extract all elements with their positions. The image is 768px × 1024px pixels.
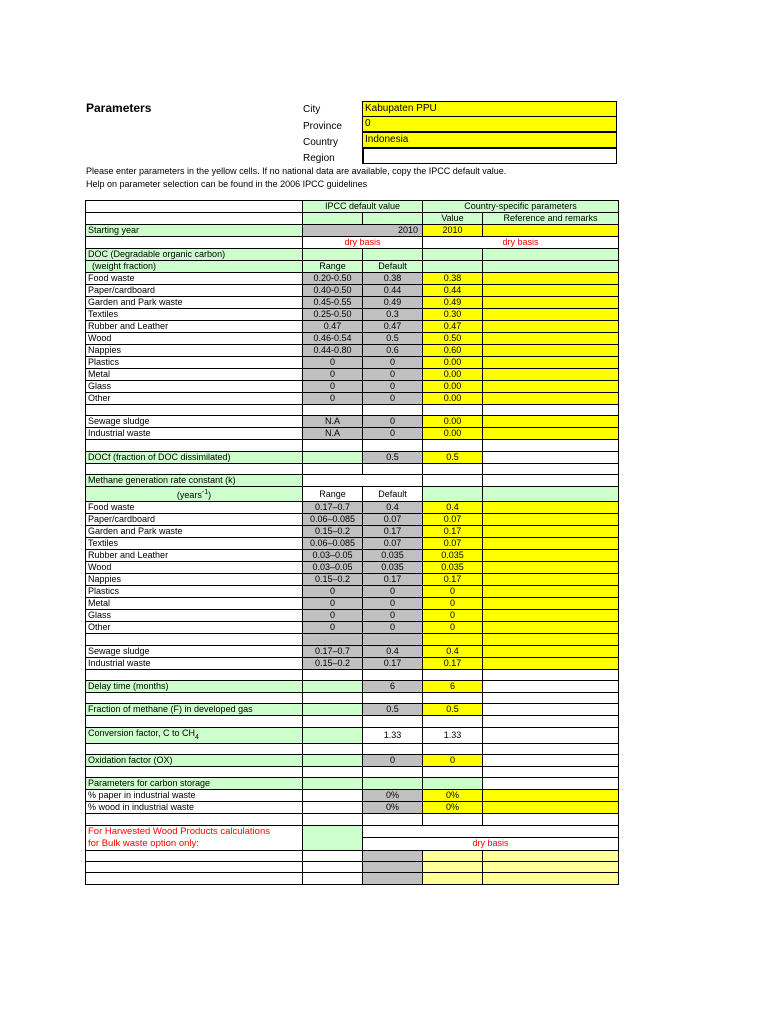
blank-cell <box>303 766 363 777</box>
blank-cell <box>363 814 423 825</box>
doc-item-name: Plastics <box>86 357 303 369</box>
hwp-note <box>86 825 303 850</box>
blank-cell <box>303 814 363 825</box>
k-item-reference[interactable] <box>483 586 619 598</box>
doc-item-value-input[interactable]: 0.50 <box>423 333 483 345</box>
blank-cell <box>423 249 483 261</box>
doc-item-value-input[interactable]: 0.00 <box>423 381 483 393</box>
doc-item-reference[interactable] <box>483 381 619 393</box>
k-item-reference[interactable] <box>483 562 619 574</box>
blank-cell <box>303 692 363 703</box>
k-item-default: 0.07 <box>363 538 423 550</box>
doc-item-range: 0.40-0.50 <box>303 285 363 297</box>
blank-cell <box>423 475 483 487</box>
k-item-reference[interactable] <box>483 502 619 514</box>
region-label: Region <box>303 153 335 164</box>
blank-cell <box>423 766 483 777</box>
conversion-factor-label <box>86 727 303 743</box>
fraction-methane-default: 0.5 <box>363 704 423 716</box>
blank-cell <box>483 669 619 680</box>
k-item-default: 0.035 <box>363 562 423 574</box>
doc-item-reference[interactable] <box>483 297 619 309</box>
blank-cell <box>303 475 423 487</box>
doc-item-value-input[interactable]: 0.47 <box>423 321 483 333</box>
doc-item-name: Garden and Park waste <box>86 297 303 309</box>
k-item-reference[interactable] <box>483 622 619 634</box>
doc-item-default: 0.47 <box>363 321 423 333</box>
k-item-value-input[interactable]: 0.17 <box>423 574 483 586</box>
blank-cell <box>423 716 483 727</box>
k-item-value-input[interactable]: 0 <box>423 598 483 610</box>
doc-sludge-item-value-input[interactable]: 0.00 <box>423 428 483 440</box>
blank-cell <box>483 766 619 777</box>
k-item-value-input[interactable]: 0.17 <box>423 526 483 538</box>
starting-year-label: Starting year <box>86 225 303 237</box>
blank-cell <box>86 814 303 825</box>
blank-cell <box>363 213 423 225</box>
blank-cell <box>303 778 363 790</box>
blank-cell <box>363 692 423 703</box>
weight-fraction-label: (weight fraction) <box>86 261 303 273</box>
k-item-default: 0.035 <box>363 550 423 562</box>
country-input[interactable]: Indonesia <box>362 132 617 148</box>
fraction-methane-input[interactable]: 0.5 <box>423 704 483 716</box>
oxidation-factor-label: Oxidation factor (OX) <box>86 754 303 766</box>
blank-cell <box>303 727 363 743</box>
doc-item-default: 0.44 <box>363 285 423 297</box>
k-item-default: 0.07 <box>363 514 423 526</box>
blank-cell <box>86 440 303 451</box>
k-item-value-input[interactable]: 0 <box>423 586 483 598</box>
k-item-reference[interactable] <box>483 538 619 550</box>
k-item-name: Glass <box>86 610 303 622</box>
doc-item-range: 0 <box>303 393 363 405</box>
doc-item-name: Wood <box>86 333 303 345</box>
doc-sludge-item-range: N.A <box>303 428 363 440</box>
hwp-reference-input[interactable] <box>483 850 619 861</box>
blank-cell <box>86 850 303 861</box>
k-item-value-input[interactable]: 0 <box>423 610 483 622</box>
k-item-value-input[interactable]: 0.07 <box>423 538 483 550</box>
blank-cell <box>303 669 363 680</box>
wood-industrial-label: % wood in industrial waste <box>86 802 303 814</box>
doc-item-reference[interactable] <box>483 333 619 345</box>
k-sludge-item-name: Sewage sludge <box>86 645 303 657</box>
blank-cell <box>303 680 363 692</box>
blank-cell <box>423 463 483 474</box>
doc-item-value-input[interactable]: 0.00 <box>423 369 483 381</box>
k-sludge-item-range: 0.15–0.2 <box>303 657 363 669</box>
k-item-range: 0 <box>303 598 363 610</box>
province-input[interactable]: 0 <box>362 116 617 132</box>
doc-item-default: 0.5 <box>363 333 423 345</box>
hwp-value-input[interactable] <box>423 873 483 884</box>
k-default-header: Default <box>363 487 423 502</box>
doc-item-range: 0.44-0.80 <box>303 345 363 357</box>
doc-item-default: 0 <box>363 381 423 393</box>
doc-sludge-item-name: Industrial waste <box>86 428 303 440</box>
doc-item-default: 0.38 <box>363 273 423 285</box>
blank-cell <box>303 743 363 754</box>
doc-item-name: Nappies <box>86 345 303 357</box>
conversion-factor-value: 1.33 <box>423 727 483 743</box>
default-header: Default <box>363 261 423 273</box>
doc-item-value-input[interactable]: 0.38 <box>423 273 483 285</box>
blank-cell <box>483 716 619 727</box>
city-label: City <box>303 104 321 115</box>
k-sludge-item-default: 0.4 <box>363 645 423 657</box>
blank-cell <box>363 634 423 645</box>
blank-cell <box>483 692 619 703</box>
hwp-default-cell <box>363 862 423 873</box>
blank-cell <box>483 261 619 273</box>
doc-item-default: 0 <box>363 369 423 381</box>
doc-item-name: Glass <box>86 381 303 393</box>
k-item-reference[interactable] <box>483 514 619 526</box>
blank-cell <box>303 213 363 225</box>
blank-cell <box>303 440 363 451</box>
doc-item-name: Metal <box>86 369 303 381</box>
k-item-reference[interactable] <box>483 574 619 586</box>
k-range-header: Range <box>303 487 363 502</box>
doc-item-value-input[interactable]: 0.00 <box>423 393 483 405</box>
blank-cell <box>423 669 483 680</box>
k-item-value-input[interactable]: 0.035 <box>423 550 483 562</box>
k-item-name: Food waste <box>86 502 303 514</box>
blank-cell <box>86 405 303 416</box>
k-heading: Methane generation rate constant (k) <box>86 475 303 487</box>
blank-cell <box>483 634 619 645</box>
k-item-name: Rubber and Leather <box>86 550 303 562</box>
doc-item-value-input[interactable]: 0.60 <box>423 345 483 357</box>
doc-sludge-item-default: 0 <box>363 416 423 428</box>
country-label: Country <box>303 137 339 148</box>
k-item-default: 0.4 <box>363 502 423 514</box>
blank-cell <box>363 766 423 777</box>
ipcc-default-header: IPCC default value <box>303 201 423 213</box>
blank-cell <box>483 440 619 451</box>
blank-cell <box>423 743 483 754</box>
blank-cell <box>303 451 363 463</box>
k-item-default: 0.17 <box>363 526 423 538</box>
blank-cell <box>86 201 303 213</box>
hwp-reference-input[interactable] <box>483 862 619 873</box>
k-sludge-item-value-input[interactable]: 0.17 <box>423 657 483 669</box>
hwp-default-cell <box>363 873 423 884</box>
fraction-methane-label: Fraction of methane (F) in developed gas <box>86 704 303 716</box>
blank-cell <box>303 634 363 645</box>
blank-cell <box>483 680 619 692</box>
k-item-name: Garden and Park waste <box>86 526 303 538</box>
blank-cell <box>363 440 423 451</box>
k-item-range: 0.06–0.085 <box>303 538 363 550</box>
doc-item-reference[interactable] <box>483 345 619 357</box>
blank-cell <box>363 463 423 474</box>
city-input[interactable]: Kabupaten PPU <box>362 101 617 117</box>
k-units-close: ) <box>208 490 212 501</box>
parameters-table <box>85 200 619 885</box>
docf-input[interactable]: 0.5 <box>423 451 483 463</box>
blank-cell <box>363 669 423 680</box>
instruction-note: Please enter parameters in the yellow cells. If no national data are available, copy the IPCC default value. <box>86 166 507 176</box>
blank-cell <box>423 440 483 451</box>
k-item-reference[interactable] <box>483 610 619 622</box>
doc-item-reference[interactable] <box>483 321 619 333</box>
blank-cell <box>483 487 619 502</box>
doc-item-reference[interactable] <box>483 369 619 381</box>
conversion-factor-subscript: 4 <box>195 733 199 741</box>
k-item-reference[interactable] <box>483 598 619 610</box>
blank-cell <box>483 475 619 487</box>
page-title: Parameters <box>86 101 152 115</box>
k-item-range: 0.15–0.2 <box>303 526 363 538</box>
blank-cell <box>86 766 303 777</box>
k-item-default: 0 <box>363 598 423 610</box>
blank-cell <box>483 778 619 790</box>
blank-cell <box>303 825 363 850</box>
blank-cell <box>86 716 303 727</box>
doc-item-value-input[interactable]: 0.49 <box>423 297 483 309</box>
hwp-note-line1: For Harwested Wood Products calculations <box>88 825 270 837</box>
delay-time-input[interactable]: 6 <box>423 680 483 692</box>
paper-industrial-input[interactable]: 0% <box>423 790 483 802</box>
doc-item-range: 0.45-0.55 <box>303 297 363 309</box>
k-sludge-item-name: Industrial waste <box>86 657 303 669</box>
k-item-name: Nappies <box>86 574 303 586</box>
blank-cell <box>86 862 303 873</box>
k-item-reference[interactable] <box>483 550 619 562</box>
blank-cell <box>303 850 363 861</box>
province-label: Province <box>303 121 342 132</box>
doc-heading: DOC (Degradable organic carbon) <box>86 249 303 261</box>
value-column-header: Value <box>423 213 483 225</box>
hwp-value-input[interactable] <box>423 850 483 861</box>
doc-item-reference[interactable] <box>483 285 619 297</box>
starting-year-default: 2010 <box>303 225 423 237</box>
docf-default: 0.5 <box>363 451 423 463</box>
doc-item-name: Textiles <box>86 309 303 321</box>
doc-item-name: Paper/cardboard <box>86 285 303 297</box>
k-item-range: 0 <box>303 586 363 598</box>
doc-item-default: 0.6 <box>363 345 423 357</box>
blank-cell <box>483 405 619 416</box>
blank-cell <box>363 716 423 727</box>
k-sludge-item-range: 0.17–0.7 <box>303 645 363 657</box>
doc-item-reference[interactable] <box>483 393 619 405</box>
paper-industrial-label: % paper in industrial waste <box>86 790 303 802</box>
blank-cell <box>423 814 483 825</box>
blank-cell <box>423 405 483 416</box>
doc-item-value-input[interactable]: 0.30 <box>423 309 483 321</box>
range-header: Range <box>303 261 363 273</box>
blank-cell <box>86 213 303 225</box>
blank-cell <box>423 692 483 703</box>
wood-industrial-input[interactable]: 0% <box>423 802 483 814</box>
blank-cell <box>303 405 363 416</box>
k-item-name: Metal <box>86 598 303 610</box>
doc-sludge-item-range: N.A <box>303 416 363 428</box>
k-item-range: 0.15–0.2 <box>303 574 363 586</box>
doc-item-default: 0 <box>363 393 423 405</box>
help-note: Help on parameter selection can be found in the 2006 IPCC guidelines <box>86 179 368 189</box>
hwp-reference-input[interactable] <box>483 873 619 884</box>
conversion-factor-text: Conversion factor, C to CH <box>88 727 196 738</box>
doc-item-reference[interactable] <box>483 273 619 285</box>
blank-cell <box>363 778 423 790</box>
oxidation-factor-default: 0 <box>363 754 423 766</box>
doc-item-name: Food waste <box>86 273 303 285</box>
dry-basis-label-country: dry basis <box>423 237 619 249</box>
blank-cell <box>86 743 303 754</box>
reference-column-header: Reference and remarks <box>483 213 619 225</box>
k-item-range: 0.03–0.05 <box>303 562 363 574</box>
k-item-value-input[interactable]: 0.4 <box>423 502 483 514</box>
doc-sludge-item-default: 0 <box>363 428 423 440</box>
doc-item-default: 0 <box>363 357 423 369</box>
blank-cell <box>86 634 303 645</box>
k-item-name: Wood <box>86 562 303 574</box>
blank-cell <box>86 692 303 703</box>
doc-item-reference[interactable] <box>483 309 619 321</box>
docf-label: DOCf (fraction of DOC dissimilated) <box>86 451 303 463</box>
blank-cell <box>86 873 303 884</box>
blank-cell <box>363 249 423 261</box>
doc-item-name: Other <box>86 393 303 405</box>
delay-time-label: Delay time (months) <box>86 680 303 692</box>
blank-cell <box>86 463 303 474</box>
wood-industrial-default: 0% <box>363 802 423 814</box>
k-item-reference[interactable] <box>483 526 619 538</box>
k-units-label <box>86 487 303 502</box>
paper-industrial-reference[interactable] <box>483 790 619 802</box>
blank-cell <box>483 743 619 754</box>
k-units-text: (years <box>176 490 202 501</box>
blank-cell <box>483 754 619 766</box>
doc-item-range: 0.46-0.54 <box>303 333 363 345</box>
blank-cell <box>423 487 483 502</box>
k-item-range: 0.03–0.05 <box>303 550 363 562</box>
k-item-name: Paper/cardboard <box>86 514 303 526</box>
blank-cell <box>303 704 363 716</box>
blank-cell <box>363 825 619 837</box>
doc-sludge-item-reference[interactable] <box>483 428 619 440</box>
doc-item-default: 0.49 <box>363 297 423 309</box>
delay-time-default: 6 <box>363 680 423 692</box>
k-item-value-input[interactable]: 0 <box>423 622 483 634</box>
hwp-note-line2: for Bulk waste option only: <box>88 837 199 849</box>
k-item-value-input[interactable]: 0.07 <box>423 514 483 526</box>
conversion-factor-default: 1.33 <box>363 727 423 743</box>
blank-cell <box>483 727 619 743</box>
blank-cell <box>363 405 423 416</box>
blank-cell <box>303 249 363 261</box>
k-item-default: 0 <box>363 610 423 622</box>
blank-cell <box>303 754 363 766</box>
blank-cell <box>483 814 619 825</box>
blank-cell <box>483 704 619 716</box>
paper-industrial-default: 0% <box>363 790 423 802</box>
k-sludge-item-reference[interactable] <box>483 657 619 669</box>
k-sludge-item-default: 0.17 <box>363 657 423 669</box>
hwp-default-cell <box>363 850 423 861</box>
blank-cell <box>303 873 363 884</box>
blank-cell <box>303 802 363 814</box>
starting-year-input[interactable]: 2010 <box>423 225 483 237</box>
region-input[interactable] <box>362 148 617 164</box>
dry-basis-label-default: dry basis <box>303 237 423 249</box>
hwp-value-input[interactable] <box>423 862 483 873</box>
k-units-superscript: -1 <box>201 489 209 497</box>
k-item-value-input[interactable]: 0.035 <box>423 562 483 574</box>
oxidation-factor-input[interactable]: 0 <box>423 754 483 766</box>
k-item-default: 0 <box>363 586 423 598</box>
doc-item-range: 0.47 <box>303 321 363 333</box>
k-item-range: 0 <box>303 622 363 634</box>
blank-cell <box>303 790 363 802</box>
hwp-dry-basis-label: dry basis <box>363 837 619 850</box>
k-item-name: Textiles <box>86 538 303 550</box>
blank-cell <box>483 249 619 261</box>
blank-cell <box>303 463 363 474</box>
wood-industrial-reference[interactable] <box>483 802 619 814</box>
blank-cell <box>483 463 619 474</box>
blank-cell <box>303 716 363 727</box>
blank-cell <box>423 634 483 645</box>
k-item-name: Other <box>86 622 303 634</box>
doc-item-range: 0.25-0.50 <box>303 309 363 321</box>
doc-item-range: 0 <box>303 381 363 393</box>
doc-sludge-item-name: Sewage sludge <box>86 416 303 428</box>
k-item-default: 0.17 <box>363 574 423 586</box>
doc-item-range: 0 <box>303 369 363 381</box>
k-item-range: 0.17–0.7 <box>303 502 363 514</box>
k-sludge-item-reference[interactable] <box>483 645 619 657</box>
doc-item-range: 0 <box>303 357 363 369</box>
blank-cell <box>86 237 303 249</box>
doc-item-value-input[interactable]: 0.00 <box>423 357 483 369</box>
k-sludge-item-value-input[interactable]: 0.4 <box>423 645 483 657</box>
k-item-range: 0 <box>303 610 363 622</box>
doc-item-value-input[interactable]: 0.44 <box>423 285 483 297</box>
carbon-storage-heading: Parameters for carbon storage <box>86 778 303 790</box>
doc-item-name: Rubber and Leather <box>86 321 303 333</box>
k-item-name: Plastics <box>86 586 303 598</box>
doc-sludge-item-reference[interactable] <box>483 416 619 428</box>
blank-cell <box>303 862 363 873</box>
blank-cell <box>423 778 483 790</box>
blank-cell <box>363 743 423 754</box>
k-item-default: 0 <box>363 622 423 634</box>
k-item-range: 0.06–0.085 <box>303 514 363 526</box>
blank-cell <box>423 261 483 273</box>
blank-cell <box>86 669 303 680</box>
doc-item-range: 0.20-0.50 <box>303 273 363 285</box>
country-specific-header: Country-specific parameters <box>423 201 619 213</box>
blank-cell <box>483 451 619 463</box>
doc-item-reference[interactable] <box>483 357 619 369</box>
doc-sludge-item-value-input[interactable]: 0.00 <box>423 416 483 428</box>
doc-item-default: 0.3 <box>363 309 423 321</box>
starting-year-reference[interactable] <box>483 225 619 237</box>
